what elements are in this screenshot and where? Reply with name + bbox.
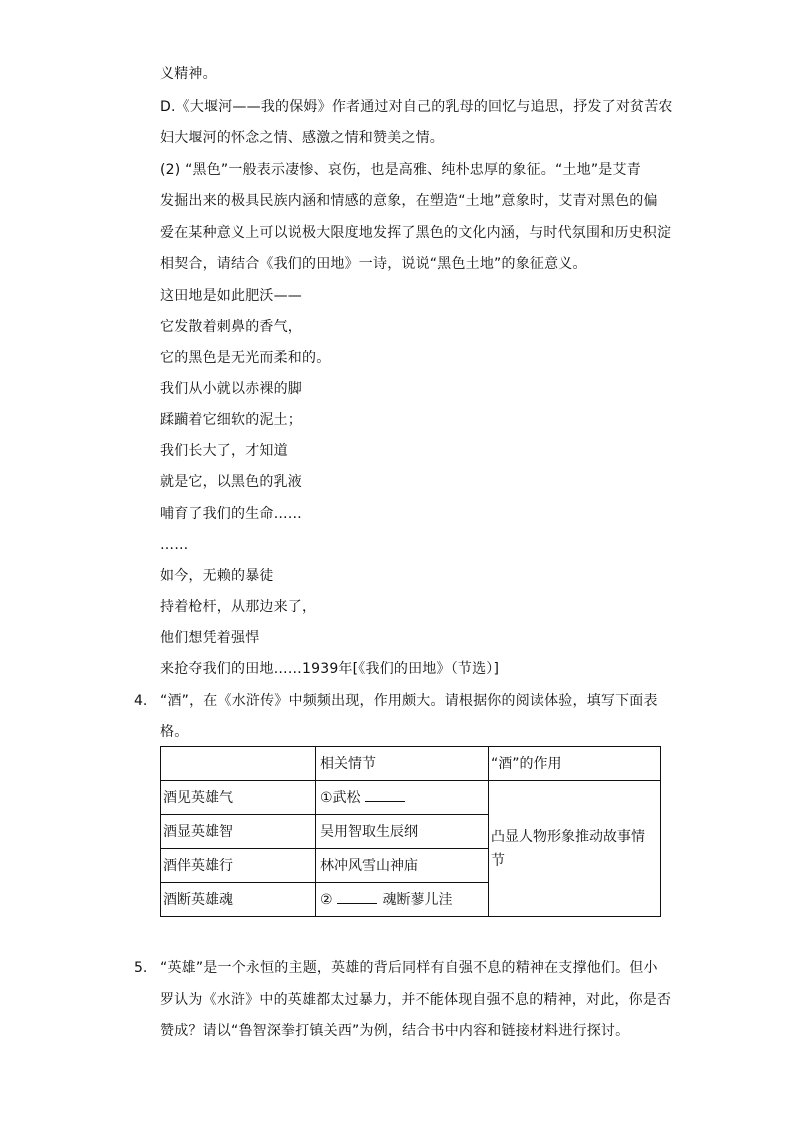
water-margin-wine-table (160, 746, 661, 917)
table-header-cell: 相关情节 (316, 747, 489, 781)
question-5-text: “英雄”是一个永恒的主题，英雄的背后同样有自强不息的精神在支撑他们。但小 (160, 960, 658, 976)
table-cell-effect: 凸显人物形象推动故事情节 (489, 781, 661, 917)
table-cell-theme: 酒伴英雄行 (161, 849, 316, 883)
question-5-number: 5. (134, 960, 148, 976)
text-line: 发掘出来的极具民族内涵和情感的意象，在塑造“土地”意象时，艾青对黑色的偏 (160, 193, 658, 209)
table-cell-plot (316, 781, 489, 815)
poem-line: 就是它，以黑色的乳液 (160, 474, 302, 490)
text-line: 爱在某种意义上可以说极大限度地发挥了黑色的文化内涵，与时代氛围和历史积淀 (160, 225, 672, 241)
text-line: 妇大堰河的怀念之情、感激之情和赞美之情。 (160, 130, 444, 146)
subquestion-2-line: (2) “黑色”一般表示凄惨、哀伤，也是高雅、纯朴忠厚的象征。“土地”是艾青 (160, 162, 641, 178)
question-5-text: 赞成？请以“鲁智深拳打镇关西”为例，结合书中内容和链接材料进行探讨。 (160, 1023, 630, 1039)
poem-line: 它发散着刺鼻的香气， (160, 319, 302, 335)
table-header-cell: “酒”的作用 (489, 747, 661, 781)
text-line: 义精神。 (160, 66, 217, 82)
question-5-text: 罗认为《水浒》中的英雄都太过暴力，并不能体现自强不息的精神，对此，你是否 (160, 992, 672, 1008)
poem-line: 它的黑色是无光而柔和的。 (160, 350, 331, 366)
answer-blank[interactable] (365, 787, 405, 802)
table-cell-theme: 酒见英雄气 (161, 781, 316, 815)
text-line: 相契合，请结合《我们的田地》一诗，说说“黑色土地”的象征意义。 (160, 256, 587, 272)
table-cell-plot: 林冲风雪山神庙 (316, 849, 489, 883)
table-cell-theme: 酒显英雄智 (161, 815, 316, 849)
plot-text: ①武松 (320, 789, 361, 806)
table-cell-theme: 酒断英雄魂 (161, 883, 316, 917)
plot-suffix: 魂断蓼儿洼 (382, 891, 453, 908)
poem-line: 这田地是如此肥沃—— (160, 288, 302, 304)
poem-line: 蹂躏着它细软的泥土； (160, 412, 302, 428)
answer-blank[interactable] (337, 889, 377, 904)
table-row (161, 781, 661, 815)
poem-line: 我们长大了，才知道 (160, 443, 288, 459)
table-cell-plot: 吴用智取生辰纲 (316, 815, 489, 849)
poem-line: 哺育了我们的生命…… (160, 506, 302, 522)
poem-line: 如今，无赖的暴徒 (160, 568, 274, 584)
poem-line: 我们从小就以赤裸的脚 (160, 381, 302, 397)
poem-ellipsis: …… (160, 537, 189, 553)
question-4-number: 4. (134, 693, 148, 709)
table-header-row (161, 747, 661, 781)
option-d-line: D.《大堰河——我的保姆》作者通过对自己的乳母的回忆与追思，抒发了对贫苦农 (160, 99, 673, 115)
poem-source-line: 来抢夺我们的田地……1939年[《我们的田地》（节选）] (160, 661, 500, 677)
poem-line: 持着枪杆，从那边来了， (160, 599, 317, 615)
table-header-cell (161, 747, 316, 781)
table-cell-plot (316, 883, 489, 917)
poem-line: 他们想凭着强悍 (160, 630, 260, 646)
plot-prefix: ② (320, 891, 333, 908)
question-4-text: “酒”，在《水浒传》中频频出现，作用颇大。请根据你的阅读体验，填写下面表 (160, 693, 658, 709)
question-4-text: 格。 (160, 724, 189, 740)
